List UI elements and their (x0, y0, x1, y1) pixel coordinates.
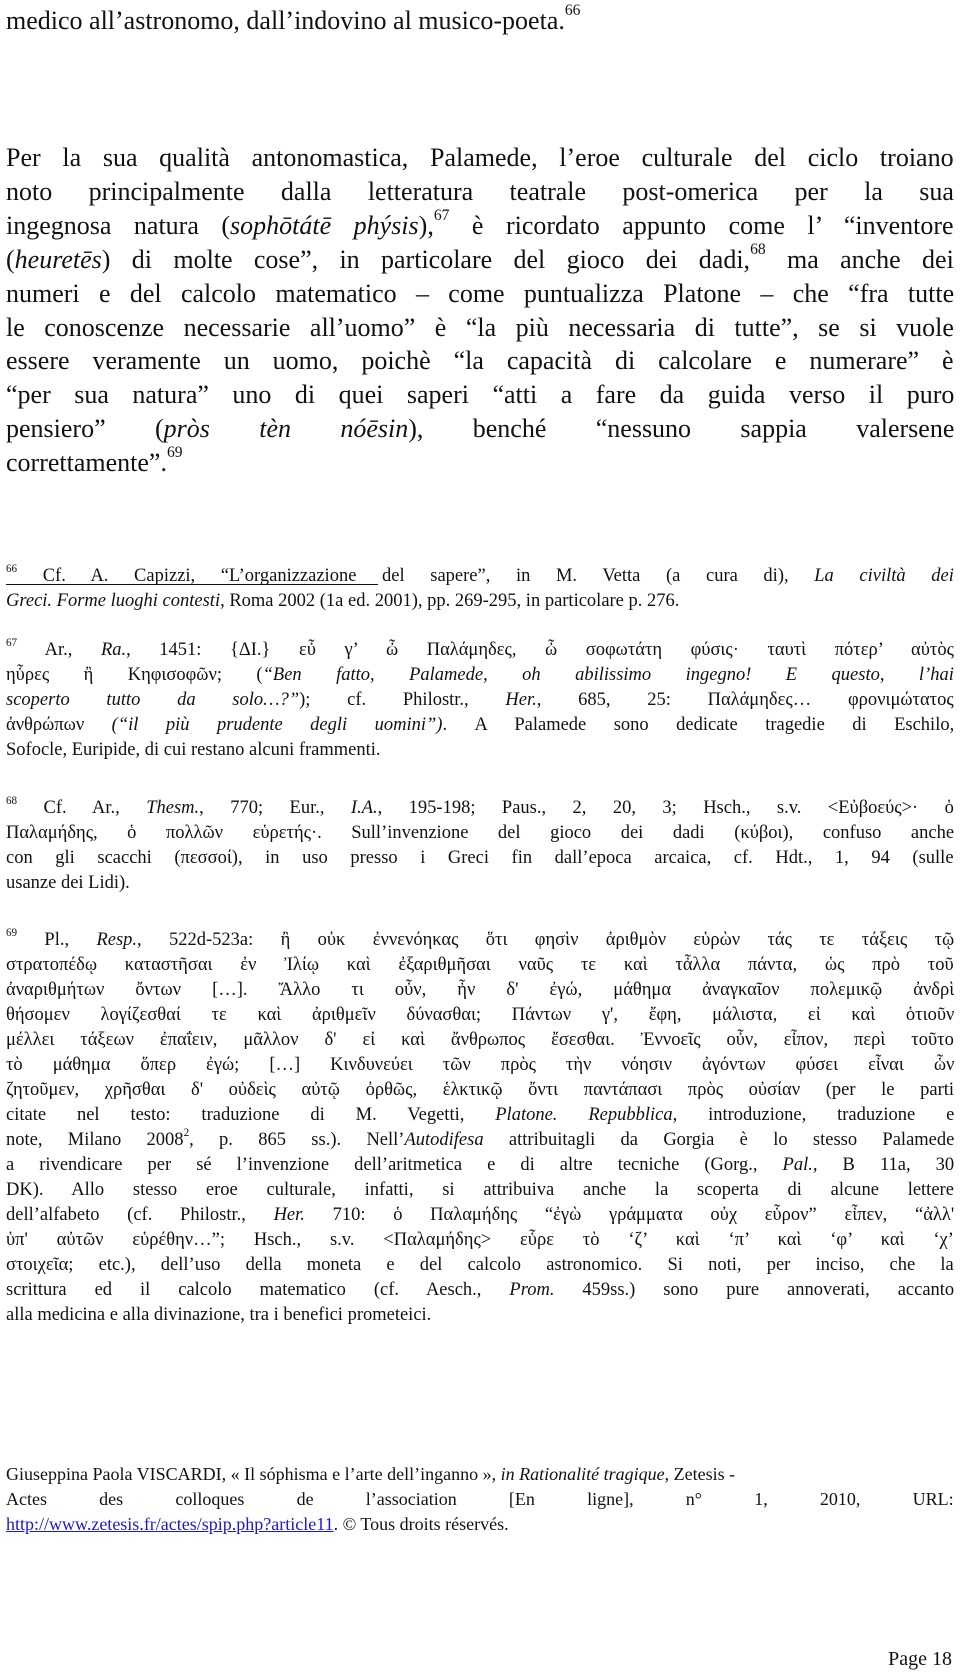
footnote-67-line: ἀνθρώπων (“il più prudente degli uomini”). A Palamede sono dedicate tragedie di Eschilo, (6, 715, 955, 735)
footnote-69-line: ζητοῦμεν, χρῆσθαι δ' οὐδεὶς αὐτῷ ὀρθῶς, ἑλκτικῷ ὄντι παντάπασι πρὸς οὐσίαν (per le parti (6, 1080, 955, 1100)
footnote-68-line: con gli scacchi (πεσσοί), in uso presso i Greci fin dall’epoca arcaica, cf. Hdt., 1, 94 (sulle (6, 848, 954, 868)
paragraph-line: pensiero” (pròs tèn nóēsin), benché “nessuno sappia valersene (6, 414, 955, 444)
footnote-68-line: usanze dei Lidi). (6, 873, 130, 893)
paragraph-line: le conoscenze necessarie all’uomo” è “la più necessaria di tutte”, se si vuole (6, 312, 954, 342)
footnote-69-line: στοιχεῖα; etc.), dell’uso della moneta e del calcolo astronomico. Si noti, per inciso, che la (6, 1255, 954, 1275)
footnote-66-line: Greci. Forme luoghi contesti, Roma 2002 (1a ed. 2001), pp. 269-295, in particolare p. 276. (6, 591, 680, 611)
footnote-69-line: $^{69}$ Pl., Resp., 522d-523a: ἢ οὐκ ἐννενόηκας ὅτι φησὶν ἀριθμὸν εὑρὼν τάς τε τάξεις τῷ (6, 926, 955, 950)
paragraph-line: correttamente”.$^{69}$ (6, 443, 183, 478)
footnote-68-line: $^{68}$ Cf. Ar., Thesm., 770; Eur., I.A., 195-198; Paus., 2, 20, 3; Hsch., s.v. <Εὐβοεύς>· ὁ (6, 794, 954, 818)
footnote-67-line: $^{67}$ Ar., Ra., 1451: {ΔΙ.} εὖ γ’ ὦ Παλάμηδες, ὦ σοφωτάτη φύσις· ταυτὶ πότερ’ αὐτὸς (6, 636, 954, 660)
paragraph-line: essere veramente un uomo, poichè “la capacità di calcolare e numerare” è (6, 346, 954, 376)
footnote-69-line: ὑπ' αὐτῶν εὑρέθην…”; Hsch., s.v. <Παλαμήδης> εὗρε τὸ ‘ζ’ καὶ ‘π’ καὶ ‘φ’ καὶ ‘χ’ (6, 1230, 954, 1250)
footnote-69-line: μέλλει τάξεων ἐπαΐειν, μᾶλλον δ' εἰ καὶ ἄνθρωπος ἔσεσθαι. Ἐννοεῖς οὖν, εἶπον, περὶ τοῦτο (6, 1030, 954, 1050)
footnote-69-line: dell’alfabeto (cf. Philostr., Her. 710: ὁ Παλαμήδης “ἐγὼ γράμματα οὐχ εὗρον” εἶπεν, “ἀλλ' (6, 1205, 955, 1225)
opening-line-text: medico all’astronomo, dall’indovino al musico-poeta. (6, 6, 565, 35)
footnote-67-line: ηὗρες ἢ Κηφισοφῶν; (“Ben fatto, Palamede, oh abilissimo ingegno! E questo, l’hai (6, 665, 954, 685)
footnote-68-line: Παλαμήδης, ὁ πολλῶν εὑρετής·. Sull’invenzione del gioco dei dadi (κύβοι), confuso anche (6, 823, 955, 843)
rights-text: . © Tous droits réservés. (333, 1514, 509, 1534)
footnote-ref-66[interactable]: 66 (564, 1, 581, 19)
page-number: Page 18 (888, 1648, 952, 1670)
footer-citation-line-1: Giuseppina Paola VISCARDI, « Il sóphisma e l’arte dell’inganno », in Rationalité tragique, Zetesis - (6, 1464, 736, 1484)
footnote-69-line: citate nel testo: traduzione di M. Vegetti, Platone. Repubblica, introduzione, traduzione e (6, 1105, 955, 1125)
footnote-67-line: Sofocle, Euripide, di cui restano alcuni frammenti. (6, 740, 381, 760)
footer-url-line (6, 1514, 509, 1535)
footnote-69-line: ἀναριθμήτων ὄντων […]. Ἄλλο τι οὖν, ἦν δ' ἐγώ, μάθημα ἀναγκαῖον πολεμικῷ ἀνδρὶ (6, 980, 955, 1000)
opening-line (6, 1, 581, 36)
paragraph-line: “per sua natura” uno di quei saperi “atti a fare da guida verso il puro (6, 380, 955, 410)
article-url-link[interactable]: http://www.zetesis.fr/actes/spip.php?article11 (6, 1514, 334, 1534)
footnote-69-line: a rivendicare per sé l’invenzione dell’aritmetica e di altre tecniche (Gorg., Pal., B 11a, 30 (6, 1155, 955, 1175)
footnote-69-line: scrittura ed il calcolo matematico (cf. Aesch., Prom. 459ss.) sono pure annoverati, accanto (6, 1280, 955, 1300)
footer-citation-line-2: Actes des colloques de l’association [En ligne], n° 1, 2010, URL: (6, 1489, 954, 1509)
paragraph-line: Per la sua qualità antonomastica, Palamede, l’eroe culturale del ciclo troiano (6, 143, 954, 172)
paragraph-line: noto principalmente dalla letteratura teatrale post-omerica per la sua (6, 176, 954, 206)
footnote-69-line: alla medicina e alla divinazione, tra i benefici prometeici. (6, 1305, 432, 1325)
footnote-69-line: note, Milano 2008$^2$, p. 865 ss.). Nell’Autodifesa attribuitagli da Gorgia è lo stesso Palamede (6, 1126, 955, 1150)
footnote-69-line: τὸ μάθημα ὅπερ ἐγώ; […] Κινδυνεύει τῶν πρὸς τὴν νόησιν ἀγόντων φύσει εἶναι ὧν (6, 1055, 955, 1075)
footnote-69-line: θήσομεν λογίζεσθαί τε καὶ ἀριθμεῖν δύνασθαι; Πάντων γ', ἔφη, μάλιστα, εἰ καὶ ὁτιοῦν (6, 1005, 955, 1025)
paragraph-line: ingegnosa natura (sophōtátē phýsis),$^{67}$ è ricordato appunto come l’ “inventore (6, 206, 954, 240)
paragraph-line: (heuretēs) di molte cose”, in particolare del gioco dei dadi,$^{68}$ ma anche dei (6, 240, 954, 274)
footnote-69-line: στρατοπέδῳ καταστῆσαι ἐν Ἰλίῳ καὶ ἐξαριθμῆσαι ναῦς τε καὶ τἆλλα πάντα, ὡς πρὸ τοῦ (6, 955, 954, 975)
footnote-66-line: $^{66}$ Cf. A. Capizzi, “L’organizzazione del sapere”, in M. Vetta (a cura di), La civiltà dei (6, 562, 954, 586)
paragraph-line: numeri e del calcolo matematico – come puntualizza Platone – che “fra tutte (6, 278, 955, 308)
footnote-69-line: DK). Allo stesso eroe culturale, infatti, si attribuiva anche la scoperta di alcune lettere (6, 1180, 954, 1200)
footnote-67-line: scoperto tutto da solo…?”); cf. Philostr., Her., 685, 25: Παλάμηδες… φρονιμώτατος (6, 690, 954, 710)
